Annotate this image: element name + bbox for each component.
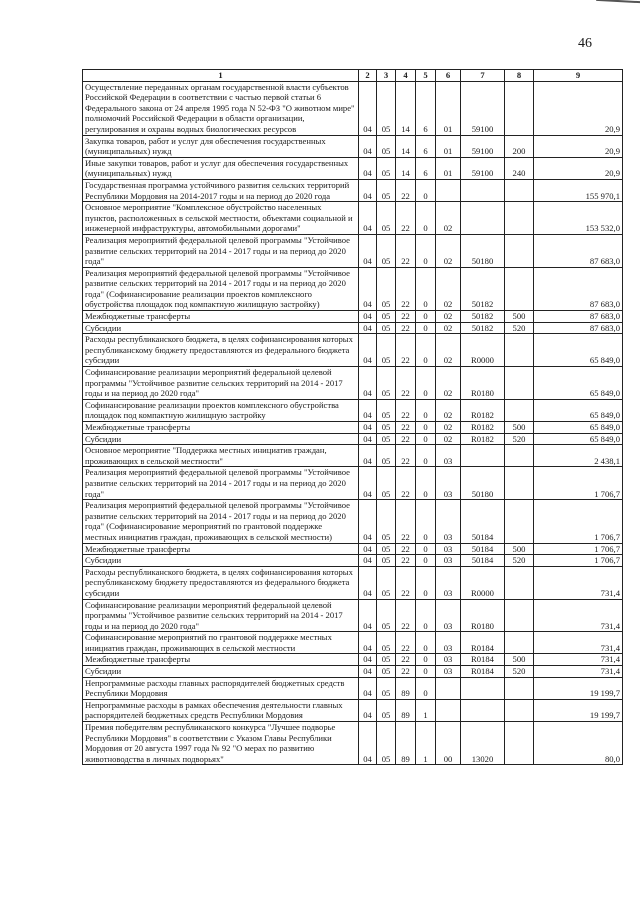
row-code-5-cell: 0 (416, 599, 436, 632)
row-code-2-cell: 04 (359, 599, 377, 632)
row-code-5-cell: 0 (416, 666, 436, 678)
row-expense-type-cell: 500 (505, 543, 534, 555)
row-code-2-cell: 04 (359, 157, 377, 179)
row-code-3-cell: 05 (377, 399, 396, 421)
table-row (83, 311, 623, 323)
row-code-3-cell: 05 (377, 467, 396, 500)
header-cell: 8 (505, 70, 534, 82)
row-target-code-cell: R0182 (461, 433, 505, 445)
table-row (83, 543, 623, 555)
table-row (83, 677, 623, 699)
row-code-3-cell: 05 (377, 422, 396, 434)
row-code-5-cell: 0 (416, 555, 436, 567)
table-row (83, 555, 623, 567)
table-row (83, 467, 623, 500)
table-row (83, 566, 623, 599)
row-code-2-cell: 04 (359, 179, 377, 201)
row-amount-cell: 65 849,0 (534, 422, 623, 434)
table-row (83, 202, 623, 235)
row-code-6-cell: 02 (436, 234, 461, 267)
row-name-cell: Межбюджетные трансферты (83, 311, 359, 323)
row-code-2-cell: 04 (359, 677, 377, 699)
row-code-3-cell: 05 (377, 157, 396, 179)
row-expense-type-cell: 520 (505, 555, 534, 567)
row-target-code-cell (461, 445, 505, 467)
row-target-code-cell: 50182 (461, 267, 505, 310)
row-code-6-cell: 02 (436, 433, 461, 445)
row-target-code-cell: R0182 (461, 399, 505, 421)
row-code-6-cell: 03 (436, 654, 461, 666)
table-row (83, 666, 623, 678)
row-code-4-cell: 22 (396, 445, 416, 467)
row-code-3-cell: 05 (377, 311, 396, 323)
row-code-4-cell: 22 (396, 334, 416, 367)
row-amount-cell: 65 849,0 (534, 367, 623, 400)
row-code-2-cell: 04 (359, 543, 377, 555)
row-code-4-cell: 22 (396, 467, 416, 500)
row-amount-cell: 20,9 (534, 157, 623, 179)
row-expense-type-cell: 200 (505, 135, 534, 157)
row-target-code-cell: R0180 (461, 367, 505, 400)
row-name-cell: Иные закупки товаров, работ и услуг для обеспечения государственных (муниципальных) нужд (83, 157, 359, 179)
row-code-2-cell: 04 (359, 445, 377, 467)
row-expense-type-cell (505, 179, 534, 201)
row-amount-cell: 731,4 (534, 566, 623, 599)
row-code-5-cell: 0 (416, 445, 436, 467)
row-target-code-cell: 50180 (461, 467, 505, 500)
row-code-4-cell: 22 (396, 322, 416, 334)
row-expense-type-cell (505, 722, 534, 765)
row-amount-cell: 19 199,7 (534, 677, 623, 699)
row-code-4-cell: 89 (396, 677, 416, 699)
row-code-2-cell: 04 (359, 334, 377, 367)
row-expense-type-cell: 520 (505, 433, 534, 445)
table-row (83, 234, 623, 267)
row-amount-cell: 20,9 (534, 81, 623, 135)
table-row (83, 445, 623, 467)
row-code-4-cell: 22 (396, 367, 416, 400)
row-code-2-cell: 04 (359, 555, 377, 567)
row-code-2-cell: 04 (359, 81, 377, 135)
row-code-5-cell: 0 (416, 566, 436, 599)
row-expense-type-cell (505, 445, 534, 467)
row-code-6-cell: 03 (436, 543, 461, 555)
row-code-2-cell: 04 (359, 311, 377, 323)
row-code-3-cell: 05 (377, 666, 396, 678)
row-name-cell: Непрограммные расходы в рамках обеспечения деятельности главных распорядителей бюджетных средств Республики Мордовия (83, 699, 359, 721)
row-code-5-cell: 0 (416, 654, 436, 666)
row-code-2-cell: 04 (359, 666, 377, 678)
row-amount-cell: 1 706,7 (534, 500, 623, 543)
row-amount-cell: 731,4 (534, 632, 623, 654)
row-code-5-cell: 6 (416, 135, 436, 157)
row-code-2-cell: 04 (359, 234, 377, 267)
row-code-2-cell: 04 (359, 367, 377, 400)
row-code-6-cell: 03 (436, 555, 461, 567)
row-amount-cell: 87 683,0 (534, 234, 623, 267)
row-name-cell: Софинансирование реализации проектов комплексного обустройства площадок под компактную жилищную застройку (83, 399, 359, 421)
row-expense-type-cell (505, 500, 534, 543)
row-expense-type-cell (505, 677, 534, 699)
row-code-3-cell: 05 (377, 445, 396, 467)
row-expense-type-cell (505, 202, 534, 235)
row-code-4-cell: 14 (396, 81, 416, 135)
row-expense-type-cell (505, 367, 534, 400)
row-expense-type-cell (505, 632, 534, 654)
row-code-4-cell: 22 (396, 202, 416, 235)
row-code-6-cell (436, 699, 461, 721)
row-amount-cell: 20,9 (534, 135, 623, 157)
row-code-6-cell: 03 (436, 566, 461, 599)
row-code-5-cell: 1 (416, 699, 436, 721)
row-code-6-cell: 02 (436, 334, 461, 367)
row-amount-cell: 153 532,0 (534, 202, 623, 235)
row-expense-type-cell (505, 234, 534, 267)
row-code-2-cell: 04 (359, 135, 377, 157)
row-code-5-cell: 0 (416, 234, 436, 267)
row-code-3-cell: 05 (377, 677, 396, 699)
row-code-6-cell: 01 (436, 157, 461, 179)
row-code-4-cell: 89 (396, 699, 416, 721)
row-code-6-cell: 03 (436, 445, 461, 467)
header-cell: 6 (436, 70, 461, 82)
row-code-5-cell: 0 (416, 179, 436, 201)
row-name-cell: Субсидии (83, 322, 359, 334)
row-code-6-cell: 03 (436, 632, 461, 654)
row-code-6-cell (436, 179, 461, 201)
row-code-4-cell: 22 (396, 311, 416, 323)
table-row (83, 334, 623, 367)
row-code-5-cell: 6 (416, 81, 436, 135)
row-code-5-cell: 1 (416, 722, 436, 765)
row-name-cell: Реализация мероприятий федеральной целевой программы "Устойчивое развитие сельских территорий на 2014 - 2017 годы и на период до 2020 года" (83, 234, 359, 267)
table-row (83, 81, 623, 135)
row-target-code-cell: R0184 (461, 666, 505, 678)
row-code-2-cell: 04 (359, 202, 377, 235)
row-code-3-cell: 05 (377, 555, 396, 567)
row-code-3-cell: 05 (377, 81, 396, 135)
row-expense-type-cell: 500 (505, 422, 534, 434)
row-name-cell: Реализация мероприятий федеральной целевой программы "Устойчивое развитие сельских территорий на 2014 - 2017 годы и на период до 2020 года" (83, 467, 359, 500)
table-row (83, 654, 623, 666)
row-code-6-cell: 00 (436, 722, 461, 765)
row-code-2-cell: 04 (359, 467, 377, 500)
row-code-5-cell: 0 (416, 311, 436, 323)
row-amount-cell: 87 683,0 (534, 267, 623, 310)
table-row (83, 599, 623, 632)
row-code-4-cell: 14 (396, 157, 416, 179)
row-target-code-cell: 13020 (461, 722, 505, 765)
row-amount-cell: 1 706,7 (534, 543, 623, 555)
row-code-3-cell: 05 (377, 654, 396, 666)
row-code-6-cell (436, 677, 461, 699)
row-code-4-cell: 22 (396, 632, 416, 654)
row-code-5-cell: 0 (416, 543, 436, 555)
row-name-cell: Непрограммные расходы главных распорядителей бюджетных средств Республики Мордовия (83, 677, 359, 699)
table-row (83, 422, 623, 434)
row-expense-type-cell (505, 467, 534, 500)
row-target-code-cell (461, 699, 505, 721)
row-code-2-cell: 04 (359, 422, 377, 434)
row-expense-type-cell: 240 (505, 157, 534, 179)
row-amount-cell: 65 849,0 (534, 433, 623, 445)
row-target-code-cell: R0000 (461, 334, 505, 367)
row-code-5-cell: 0 (416, 367, 436, 400)
row-target-code-cell: 50184 (461, 555, 505, 567)
row-name-cell: Государственная программа устойчивого развития сельских территорий Республики Мордовия на 2014-2017 годы и на период до 2020 года (83, 179, 359, 201)
row-name-cell: Софинансирование мероприятий по грантовой поддержке местных инициатив граждан, проживающих в сельской местности (83, 632, 359, 654)
row-code-5-cell: 6 (416, 157, 436, 179)
row-target-code-cell (461, 202, 505, 235)
row-name-cell: Софинансирование реализации мероприятий федеральной целевой программы "Устойчивое развитие сельских территорий на 2014 - 2017 годы и на период до 2020 года" (83, 599, 359, 632)
row-code-6-cell: 01 (436, 81, 461, 135)
row-target-code-cell: 59100 (461, 135, 505, 157)
row-target-code-cell: 50184 (461, 500, 505, 543)
row-name-cell: Реализация мероприятий федеральной целевой программы "Устойчивое развитие сельских территорий на 2014 - 2017 годы и на период до 2020 года" (Софинансирование мероприятий по грантовой поддержке местных инициатив граждан, проживающих в сельской местности) (83, 500, 359, 543)
row-amount-cell: 731,4 (534, 666, 623, 678)
row-target-code-cell: 59100 (461, 157, 505, 179)
row-target-code-cell (461, 677, 505, 699)
row-code-4-cell: 22 (396, 179, 416, 201)
row-code-3-cell: 05 (377, 599, 396, 632)
row-code-6-cell: 02 (436, 311, 461, 323)
row-amount-cell: 155 970,1 (534, 179, 623, 201)
row-code-2-cell: 04 (359, 632, 377, 654)
row-target-code-cell: R0184 (461, 654, 505, 666)
row-code-5-cell: 0 (416, 322, 436, 334)
table-row (83, 722, 623, 765)
row-name-cell: Осуществление переданных органам государственной власти субъектов Российской Федерации в соответствии с частью первой статьи 6 Федерального закона от 24 апреля 1995 года N 52-ФЗ "О животном мире" полномочий Российской Федерации в области организации, регулирования и охраны водных биологических ресурсов (83, 81, 359, 135)
row-amount-cell: 80,0 (534, 722, 623, 765)
header-row (83, 70, 623, 82)
row-code-5-cell: 0 (416, 677, 436, 699)
row-target-code-cell: R0180 (461, 599, 505, 632)
row-code-5-cell: 0 (416, 467, 436, 500)
row-code-3-cell: 05 (377, 543, 396, 555)
row-code-4-cell: 22 (396, 566, 416, 599)
row-target-code-cell: 50180 (461, 234, 505, 267)
row-name-cell: Межбюджетные трансферты (83, 422, 359, 434)
row-code-3-cell: 05 (377, 334, 396, 367)
table-row (83, 267, 623, 310)
table-row (83, 367, 623, 400)
row-code-3-cell: 05 (377, 202, 396, 235)
header-cell: 7 (461, 70, 505, 82)
row-code-4-cell: 22 (396, 422, 416, 434)
header-cell: 2 (359, 70, 377, 82)
row-code-4-cell: 14 (396, 135, 416, 157)
header-cell: 4 (396, 70, 416, 82)
row-name-cell: Софинансирование реализации мероприятий федеральной целевой программы "Устойчивое развитие сельских территорий на 2014 - 2017 годы и на период до 2020 года" (83, 367, 359, 400)
row-code-5-cell: 0 (416, 267, 436, 310)
row-code-5-cell: 0 (416, 632, 436, 654)
row-code-2-cell: 04 (359, 654, 377, 666)
row-expense-type-cell (505, 81, 534, 135)
row-expense-type-cell (505, 334, 534, 367)
table-row (83, 157, 623, 179)
row-code-6-cell: 01 (436, 135, 461, 157)
table-row (83, 500, 623, 543)
row-code-6-cell: 02 (436, 367, 461, 400)
row-code-4-cell: 22 (396, 267, 416, 310)
row-name-cell: Субсидии (83, 666, 359, 678)
row-code-4-cell: 22 (396, 234, 416, 267)
row-code-5-cell: 0 (416, 202, 436, 235)
row-code-3-cell: 05 (377, 234, 396, 267)
row-code-4-cell: 89 (396, 722, 416, 765)
row-code-3-cell: 05 (377, 433, 396, 445)
budget-table (82, 69, 623, 765)
row-name-cell: Субсидии (83, 555, 359, 567)
budget-table-body (83, 70, 623, 765)
budget-table-container (82, 69, 623, 765)
row-name-cell: Расходы республиканского бюджета, в целях софинансирования которых республиканскому бюджету предоставляются из федерального бюджета субсидии (83, 334, 359, 367)
row-expense-type-cell (505, 599, 534, 632)
row-code-6-cell: 03 (436, 599, 461, 632)
row-code-4-cell: 22 (396, 666, 416, 678)
row-amount-cell: 65 849,0 (534, 399, 623, 421)
row-code-4-cell: 22 (396, 654, 416, 666)
table-row (83, 699, 623, 721)
page-number: 46 (578, 36, 592, 51)
row-name-cell: Межбюджетные трансферты (83, 543, 359, 555)
row-code-4-cell: 22 (396, 399, 416, 421)
row-expense-type-cell (505, 699, 534, 721)
row-expense-type-cell: 520 (505, 322, 534, 334)
row-name-cell: Субсидии (83, 433, 359, 445)
row-code-4-cell: 22 (396, 599, 416, 632)
row-code-6-cell: 02 (436, 422, 461, 434)
table-row (83, 399, 623, 421)
row-code-6-cell: 03 (436, 467, 461, 500)
row-code-2-cell: 04 (359, 399, 377, 421)
table-row (83, 632, 623, 654)
row-code-6-cell: 03 (436, 666, 461, 678)
row-amount-cell: 87 683,0 (534, 311, 623, 323)
row-code-3-cell: 05 (377, 135, 396, 157)
row-code-2-cell: 04 (359, 322, 377, 334)
row-amount-cell: 1 706,7 (534, 555, 623, 567)
row-code-2-cell: 04 (359, 566, 377, 599)
row-code-6-cell: 02 (436, 202, 461, 235)
row-code-6-cell: 02 (436, 322, 461, 334)
row-code-3-cell: 05 (377, 367, 396, 400)
row-code-3-cell: 05 (377, 500, 396, 543)
row-code-6-cell: 03 (436, 500, 461, 543)
row-code-3-cell: 05 (377, 322, 396, 334)
row-amount-cell: 2 438,1 (534, 445, 623, 467)
row-expense-type-cell: 520 (505, 666, 534, 678)
row-target-code-cell: 50184 (461, 543, 505, 555)
scan-artifact (596, 0, 640, 9)
row-target-code-cell: 59100 (461, 81, 505, 135)
row-code-2-cell: 04 (359, 699, 377, 721)
row-expense-type-cell: 500 (505, 311, 534, 323)
table-row (83, 433, 623, 445)
row-code-3-cell: 05 (377, 566, 396, 599)
row-code-4-cell: 22 (396, 543, 416, 555)
row-code-2-cell: 04 (359, 500, 377, 543)
row-code-4-cell: 22 (396, 500, 416, 543)
row-target-code-cell: 50182 (461, 322, 505, 334)
row-code-3-cell: 05 (377, 267, 396, 310)
row-code-5-cell: 0 (416, 399, 436, 421)
row-code-6-cell: 02 (436, 267, 461, 310)
row-code-3-cell: 05 (377, 179, 396, 201)
header-cell: 5 (416, 70, 436, 82)
row-code-5-cell: 0 (416, 422, 436, 434)
table-row (83, 322, 623, 334)
row-expense-type-cell (505, 566, 534, 599)
row-amount-cell: 731,4 (534, 654, 623, 666)
row-amount-cell: 65 849,0 (534, 334, 623, 367)
row-expense-type-cell (505, 267, 534, 310)
row-code-5-cell: 0 (416, 334, 436, 367)
row-target-code-cell: R0000 (461, 566, 505, 599)
table-row (83, 179, 623, 201)
row-code-6-cell: 02 (436, 399, 461, 421)
row-name-cell: Закупка товаров, работ и услуг для обеспечения государственных (муниципальных) нужд (83, 135, 359, 157)
row-code-2-cell: 04 (359, 433, 377, 445)
row-amount-cell: 1 706,7 (534, 467, 623, 500)
row-code-3-cell: 05 (377, 699, 396, 721)
row-amount-cell: 731,4 (534, 599, 623, 632)
row-target-code-cell: 50182 (461, 311, 505, 323)
row-code-4-cell: 22 (396, 555, 416, 567)
table-row (83, 135, 623, 157)
row-code-2-cell: 04 (359, 267, 377, 310)
row-code-3-cell: 05 (377, 632, 396, 654)
row-amount-cell: 19 199,7 (534, 699, 623, 721)
row-expense-type-cell (505, 399, 534, 421)
header-cell: 9 (534, 70, 623, 82)
row-name-cell: Межбюджетные трансферты (83, 654, 359, 666)
row-target-code-cell: R0184 (461, 632, 505, 654)
row-name-cell: Реализация мероприятий федеральной целевой программы "Устойчивое развитие сельских территорий на 2014 - 2017 годы и на период до 2020 года" (Софинансирование реализации проектов комплексного обустройства площадок под компактную жилищную застройку) (83, 267, 359, 310)
row-code-5-cell: 0 (416, 500, 436, 543)
row-target-code-cell (461, 179, 505, 201)
row-name-cell: Основное мероприятие "Комплексное обустройство населенных пунктов, расположенных в сельской местности, объектами социальной и инженерной инфраструктуры, автомобильными дорогами" (83, 202, 359, 235)
row-code-5-cell: 0 (416, 433, 436, 445)
row-code-2-cell: 04 (359, 722, 377, 765)
row-target-code-cell: R0182 (461, 422, 505, 434)
row-amount-cell: 87 683,0 (534, 322, 623, 334)
header-cell: 3 (377, 70, 396, 82)
row-code-4-cell: 22 (396, 433, 416, 445)
row-name-cell: Премия победителям республиканского конкурса "Лучшее подворье Республики Мордовия" в соответствии с Указом Главы Республики Мордовия от 20 августа 1997 года № 92 "О мерах по развитию животноводства в личных подворьях" (83, 722, 359, 765)
row-name-cell: Расходы республиканского бюджета, в целях софинансирования которых республиканскому бюджету предоставляются из федерального бюджета субсидии (83, 566, 359, 599)
header-cell: 1 (83, 70, 359, 82)
row-name-cell: Основное мероприятие "Поддержка местных инициатив граждан, проживающих в сельской местности" (83, 445, 359, 467)
row-code-3-cell: 05 (377, 722, 396, 765)
row-expense-type-cell: 500 (505, 654, 534, 666)
